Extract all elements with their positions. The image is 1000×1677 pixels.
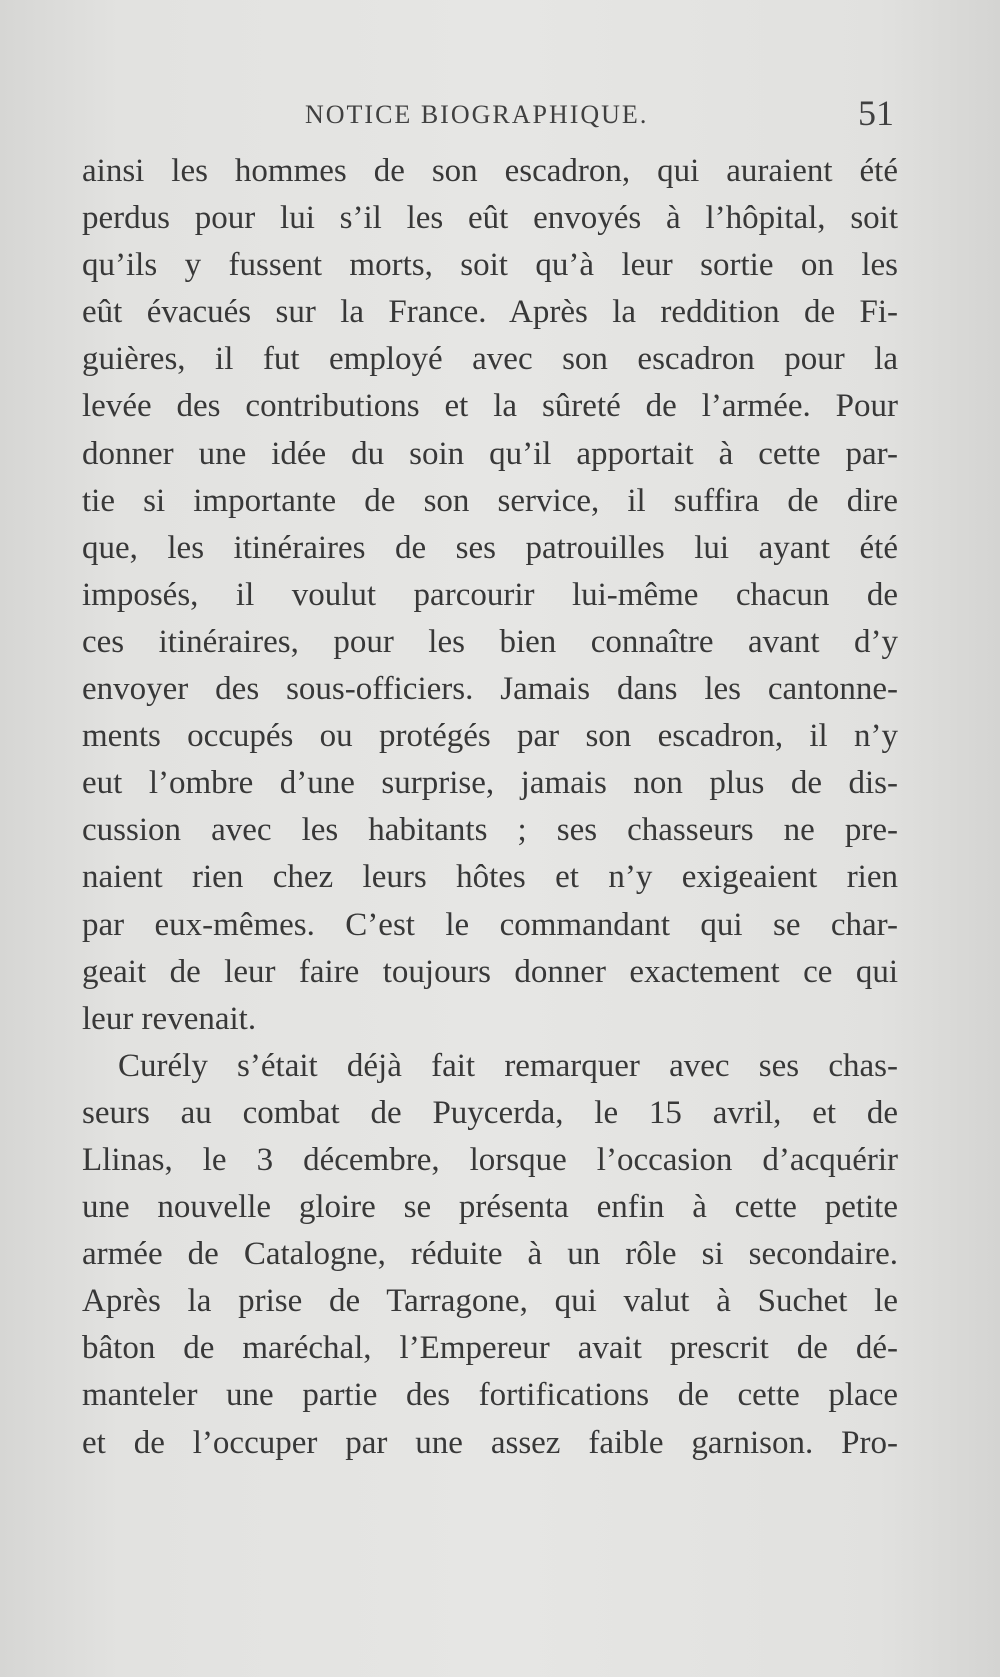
text-line: que, les itinéraires de ses patrouilles lui ayant été	[82, 529, 898, 566]
text-line: armée de Catalogne, réduite à un rôle si secondaire.	[82, 1236, 898, 1273]
text-line: envoyer des sous-officiers. Jamais dans les cantonne-	[82, 671, 898, 708]
text-line: geait de leur faire toujours donner exactement ce qui	[82, 953, 898, 990]
text-line: ainsi les hommes de son escadron, qui auraient été	[82, 153, 898, 189]
body-text	[82, 148, 898, 1467]
text-line: manteler une partie des fortifications de cette place	[82, 1377, 898, 1414]
text-line: par eux-mêmes. C’est le commandant qui se char-	[82, 906, 898, 943]
text-line: donner une idée du soin qu’il apportait à cette par-	[82, 435, 898, 472]
page-number: 51	[858, 93, 894, 133]
text-line: eut l’ombre d’une surprise, jamais non plus de dis-	[82, 765, 898, 802]
text-line: imposés, il voulut parcourir lui-même chacun de	[82, 576, 898, 613]
text-line: ments occupés ou protégés par son escadron, il n’y	[82, 718, 898, 755]
text-line: seurs au combat de Puycerda, le 15 avril, et de	[82, 1094, 898, 1131]
text-line: leur revenait.	[82, 1000, 257, 1037]
text-line: qu’ils y fussent morts, soit qu’à leur sortie on les	[82, 247, 898, 284]
text-line: bâton de maréchal, l’Empereur avait prescrit de dé-	[82, 1330, 898, 1367]
text-line: cussion avec les habitants ; ses chasseurs ne pre-	[82, 812, 898, 849]
running-header	[80, 93, 900, 138]
text-line: Llinas, le 3 décembre, lorsque l’occasion d’acquérir	[82, 1141, 898, 1178]
text-line: perdus pour lui s’il les eût envoyés à l’hôpital, soit	[82, 200, 898, 237]
text-line: une nouvelle gloire se présenta enfin à cette petite	[82, 1189, 898, 1226]
text-line: Après la prise de Tarragone, qui valut à Suchet le	[82, 1283, 898, 1320]
text-line: et de l’occuper par une assez faible garnison. Pro-	[82, 1424, 898, 1461]
text-line: eût évacués sur la France. Après la reddition de Fi-	[82, 294, 898, 331]
text-line: naient rien chez leurs hôtes et n’y exigeaient rien	[82, 859, 898, 896]
running-title: NOTICE BIOGRAPHIQUE.	[305, 100, 649, 129]
text-line: ces itinéraires, pour les bien connaître avant d’y	[82, 623, 898, 660]
text-line: guières, il fut employé avec son escadron pour la	[82, 341, 898, 378]
text-line: tie si importante de son service, il suffira de dire	[82, 482, 898, 519]
text-line: levée des contributions et la sûreté de l’armée. Pour	[82, 388, 898, 425]
text-line: Curély s’était déjà fait remarquer avec ses chas-	[118, 1047, 898, 1084]
